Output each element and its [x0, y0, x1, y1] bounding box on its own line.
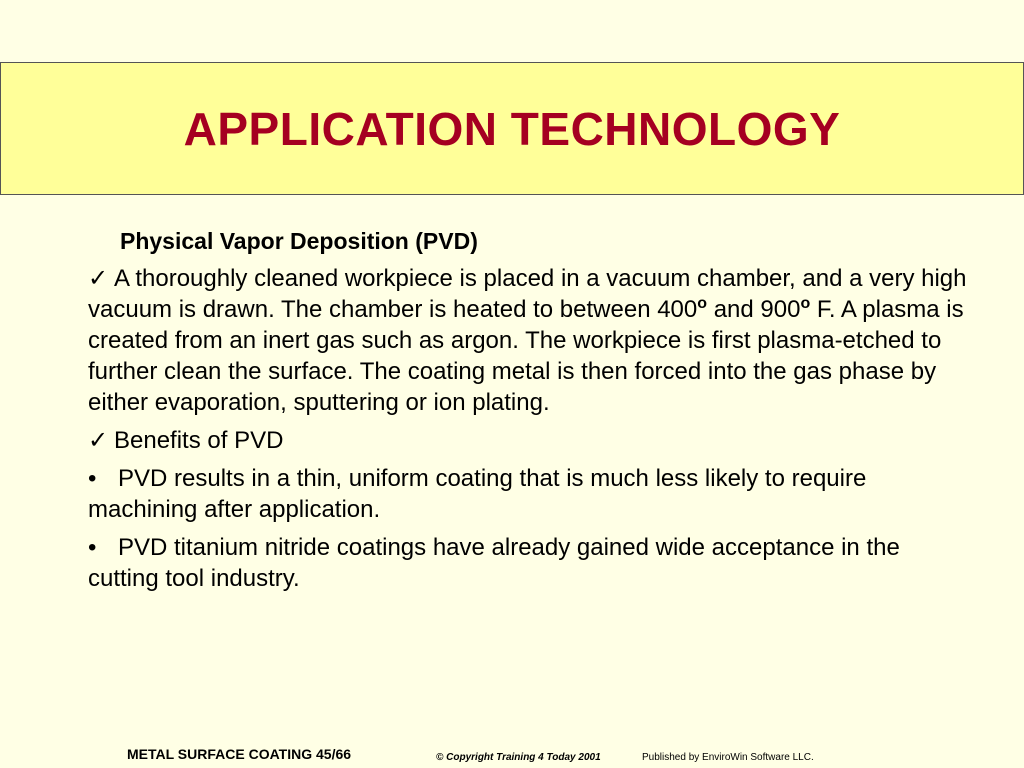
title-banner	[0, 62, 1024, 195]
check-item-description	[88, 263, 968, 418]
bullet-icon: •	[88, 465, 97, 492]
benefits-heading: Benefits of PVD	[114, 427, 284, 454]
subheading: Physical Vapor Deposition (PVD)	[120, 228, 478, 254]
bullet-item	[88, 532, 968, 594]
bullet-item	[88, 463, 968, 525]
slide-number-label: METAL SURFACE COATING 45/66	[127, 746, 352, 762]
publisher-text: Published by EnviroWin Software LLC.	[642, 752, 814, 763]
para-text-3: F. A plasma is created from an inert gas such as argon. The workpiece is first plasma-etched to further clean the surface. The coating metal is then forced into the gas phase by either evaporation, sputtering or ion plating.	[88, 296, 964, 416]
bullet-text: PVD titanium nitride coatings have already gained wide acceptance in the cutting tool industry.	[88, 534, 900, 592]
bullet-text: PVD results in a thin, uniform coating that is much less likely to require machining after application.	[88, 465, 867, 523]
bullet-icon: •	[88, 534, 97, 561]
para-text-2: and 900	[707, 296, 801, 323]
checkmark-icon: ✓	[88, 427, 109, 454]
slide-body	[88, 226, 968, 601]
degree-sign: o	[800, 295, 811, 312]
slide-title: APPLICATION TECHNOLOGY	[183, 102, 841, 155]
checkmark-icon: ✓	[88, 265, 109, 292]
degree-sign: o	[697, 295, 708, 312]
copyright-text: © Copyright Training 4 Today 2001	[436, 752, 601, 763]
para-text-1: A thoroughly cleaned workpiece is placed in a vacuum chamber, and a very high vacuum is drawn. The chamber is heated to between 400	[88, 265, 967, 323]
slide-footer	[0, 740, 1024, 768]
check-item-benefits	[88, 425, 968, 456]
